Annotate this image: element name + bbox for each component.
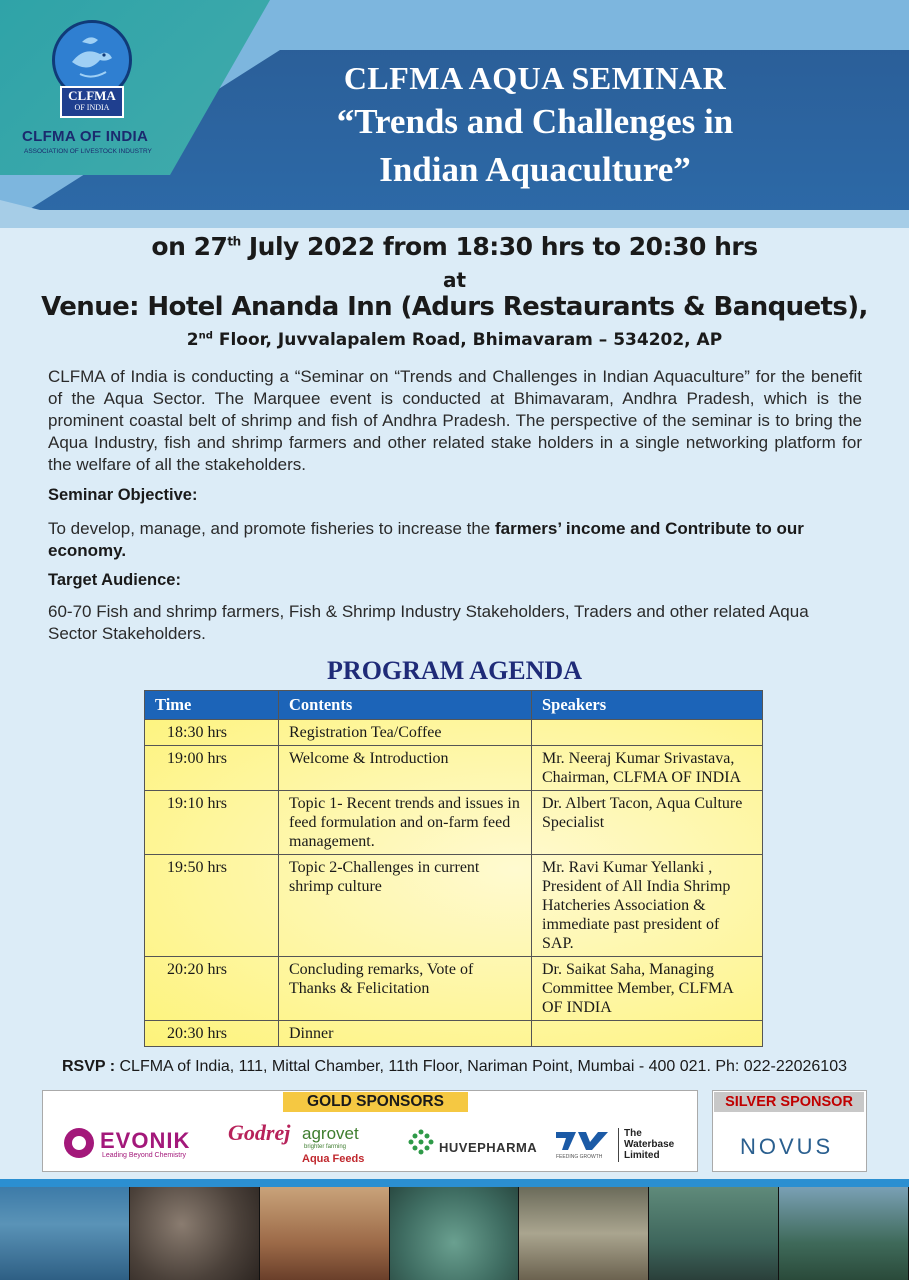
huvepharma-dots-icon <box>407 1128 435 1156</box>
audience-text: 60-70 Fish and shrimp farmers, Fish & Shrimp Industry Stakeholders, Traders and other related Aqua Sector Stakeholders. <box>48 602 809 643</box>
table-row <box>145 720 763 746</box>
audience-heading: Target Audience: <box>48 571 181 589</box>
silver-sponsor-label: SILVER SPONSOR <box>714 1092 864 1112</box>
table-row <box>145 855 763 957</box>
rsvp-line: RSVP : CLFMA of India, 111, Mittal Chamber, 11th Floor, Nariman Point, Mumbai - 400 021. Ph: 022-22026103 <box>61 1058 847 1075</box>
row-contents: Registration Tea/Coffee <box>279 720 532 746</box>
org-subtitle: ASSOCIATION OF LIVESTOCK INDUSTRY <box>24 148 152 155</box>
intro-paragraph: CLFMA of India is conducting a “Seminar on “Trends and Challenges in Indian Aquaculture” for the benefit of the Aqua Sector. The Marquee event is conducted at Bhimavaram, Andhra Pradesh, which is the prominent coastal belt of shrimp and fish of Andhra Pradesh. The perspective of the seminar is to bring the Aqua Industry, fish and shrimp farmers and other related stake holders in a single networking platform for the welfare of all the stakeholders. <box>48 367 862 474</box>
row-speakers: Dr. Albert Tacon, Aqua Culture Specialist <box>532 791 763 855</box>
shrimp-bowl-photo <box>260 1187 390 1280</box>
novus-logo: NOVUS <box>740 1134 834 1159</box>
col-header-time: Time <box>145 691 279 720</box>
row-contents: Topic 1- Recent trends and issues in feed formulation and on-farm feed management. <box>279 791 532 855</box>
table-row <box>145 791 763 855</box>
title-line-2: “Trends and Challenges in <box>336 102 734 141</box>
col-header-speakers: Speakers <box>532 691 763 720</box>
agenda-title: PROGRAM AGENDA <box>327 656 582 685</box>
row-time: 19:50 hrs <box>145 855 279 957</box>
table-row <box>145 746 763 791</box>
objective-text: To develop, manage, and promote fisheries to increase the farmers’ income and Contribute to our economy. <box>48 519 804 560</box>
row-speakers <box>532 720 763 746</box>
fish-bird-icon <box>62 28 122 88</box>
waterbase-mark-icon <box>556 1128 608 1152</box>
title-line-1: CLFMA AQUA SEMINAR <box>343 60 727 96</box>
row-time: 19:10 hrs <box>145 791 279 855</box>
table-row <box>145 957 763 1021</box>
gold-sponsors-label: GOLD SPONSORS <box>283 1092 468 1112</box>
event-at: at <box>442 268 467 292</box>
evonik-mark-icon <box>64 1128 94 1158</box>
row-time: 19:00 hrs <box>145 746 279 791</box>
event-address: 2nd Floor, Juvvalapalem Road, Bhimavaram – 534202, AP <box>186 330 723 350</box>
row-contents: Topic 2-Challenges in current shrimp culture <box>279 855 532 957</box>
row-speakers: Dr. Saikat Saha, Managing Committee Member, CLFMA OF INDIA <box>532 957 763 1021</box>
event-date: on 27th July 2022 from 18:30 hrs to 20:30 hrs <box>151 232 758 261</box>
row-time: 20:30 hrs <box>145 1021 279 1047</box>
fish-harvest-photo <box>519 1187 649 1280</box>
row-contents: Dinner <box>279 1021 532 1047</box>
row-speakers: Mr. Neeraj Kumar Srivastava, Chairman, CLFMA OF INDIA <box>532 746 763 791</box>
farmer-net-photo <box>649 1187 779 1280</box>
row-time: 20:20 hrs <box>145 957 279 1021</box>
row-speakers <box>532 1021 763 1047</box>
shrimp-net-photo <box>390 1187 520 1280</box>
objective-heading: Seminar Objective: <box>48 486 198 504</box>
shrimp-sieve-photo <box>779 1187 909 1280</box>
event-venue: Venue: Hotel Ananda Inn (Adurs Restaurants & Banquets), <box>41 292 868 322</box>
photo-strip <box>0 1187 909 1280</box>
clfma-logo <box>52 20 132 120</box>
row-contents: Welcome & Introduction <box>279 746 532 791</box>
agenda-header-row <box>145 691 763 720</box>
row-time: 18:30 hrs <box>145 720 279 746</box>
title-line-3: Indian Aquaculture” <box>379 150 691 189</box>
col-header-contents: Contents <box>279 691 532 720</box>
agenda-table <box>144 690 763 1047</box>
table-row <box>145 1021 763 1047</box>
org-name: CLFMA OF INDIA <box>22 128 149 145</box>
row-contents: Concluding remarks, Vote of Thanks & Felicitation <box>279 957 532 1021</box>
row-speakers: Mr. Ravi Kumar Yellanki , President of All India Shrimp Hatcheries Association & immediate past president of SAP. <box>532 855 763 957</box>
seminar-title <box>235 58 835 194</box>
fish-catch-photo <box>130 1187 260 1280</box>
fish-cage-photo <box>0 1187 130 1280</box>
logo-badge: CLFMA OF INDIA <box>60 86 124 118</box>
divider-line <box>0 1179 909 1187</box>
